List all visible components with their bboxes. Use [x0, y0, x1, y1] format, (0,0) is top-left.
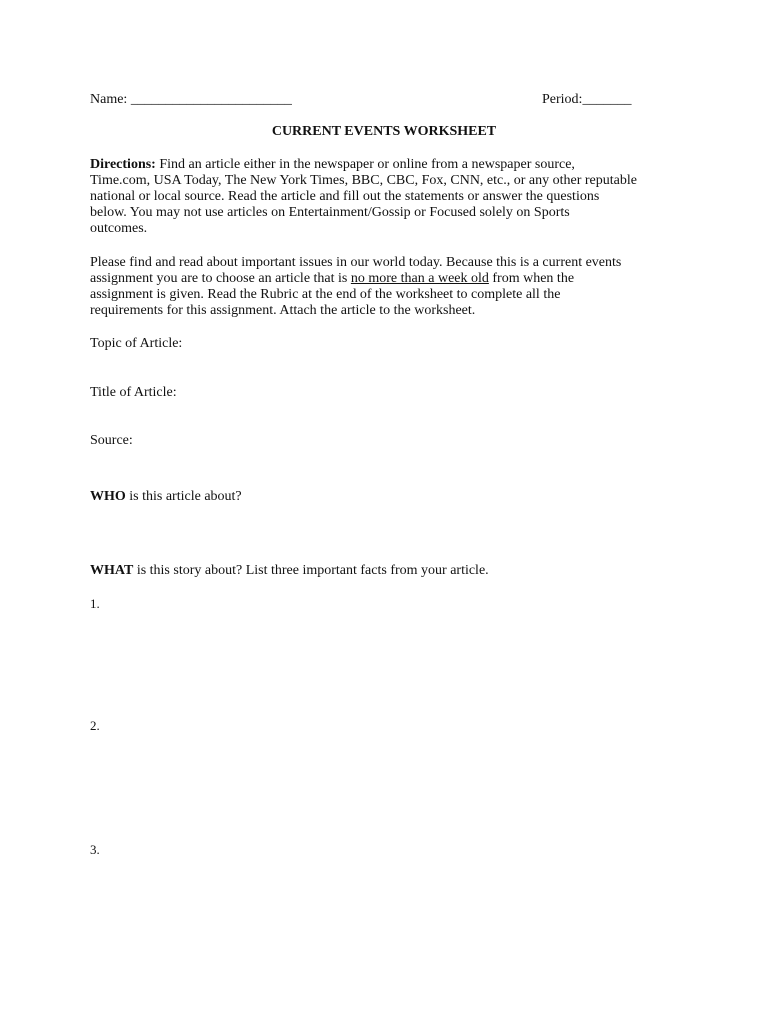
fact-number-3: 3. [90, 842, 100, 857]
directions-paragraph [90, 157, 690, 237]
directions-line-4: below. You may not use articles on Entertainment/Gossip or Focused solely on Sports [90, 205, 570, 220]
fact-number-1: 1. [90, 596, 100, 611]
instructions-line-3: assignment is given. Read the Rubric at the end of the worksheet to complete all the [90, 287, 561, 302]
week-old-emphasis: no more than a week old [350, 271, 489, 286]
instructions-line-2 [90, 271, 690, 287]
what-keyword: WHAT [90, 563, 134, 578]
instructions-paragraph [90, 255, 690, 319]
name-field-label: Name: _______________________ [90, 92, 292, 107]
directions-line-5: outcomes. [90, 221, 148, 236]
directions-label: Directions: [90, 157, 156, 172]
title-of-article-label: Title of Article: [90, 385, 177, 400]
directions-line-1-text: Find an article either in the newspaper or online from a newspaper source, [155, 157, 575, 172]
period-field-label: Period:_______ [542, 92, 632, 107]
directions-line-3: national or local source. Read the article and fill out the statements or answer the questions [90, 189, 600, 204]
fact-number-2: 2. [90, 718, 100, 733]
directions-line-1 [90, 157, 690, 173]
who-question-text: is this article about? [125, 489, 242, 504]
topic-of-article-label: Topic of Article: [90, 336, 183, 351]
instructions-line-4: requirements for this assignment. Attach the article to the worksheet. [90, 303, 476, 318]
directions-line-2: Time.com, USA Today, The New York Times, BBC, CBC, Fox, CNN, etc., or any other reputable [90, 173, 637, 188]
who-question [90, 489, 242, 505]
worksheet-title: CURRENT EVENTS WORKSHEET [271, 124, 497, 139]
what-question-text: is this story about? List three important facts from your article. [133, 563, 489, 578]
instructions-line-1: Please find and read about important issues in our world today. Because this is a current events [90, 255, 622, 270]
what-question [90, 563, 489, 579]
source-label: Source: [90, 433, 133, 448]
who-keyword: WHO [90, 489, 126, 504]
instructions-line-2-before: assignment you are to choose an article that is [90, 271, 351, 286]
instructions-line-2-after: from when the [488, 271, 575, 286]
